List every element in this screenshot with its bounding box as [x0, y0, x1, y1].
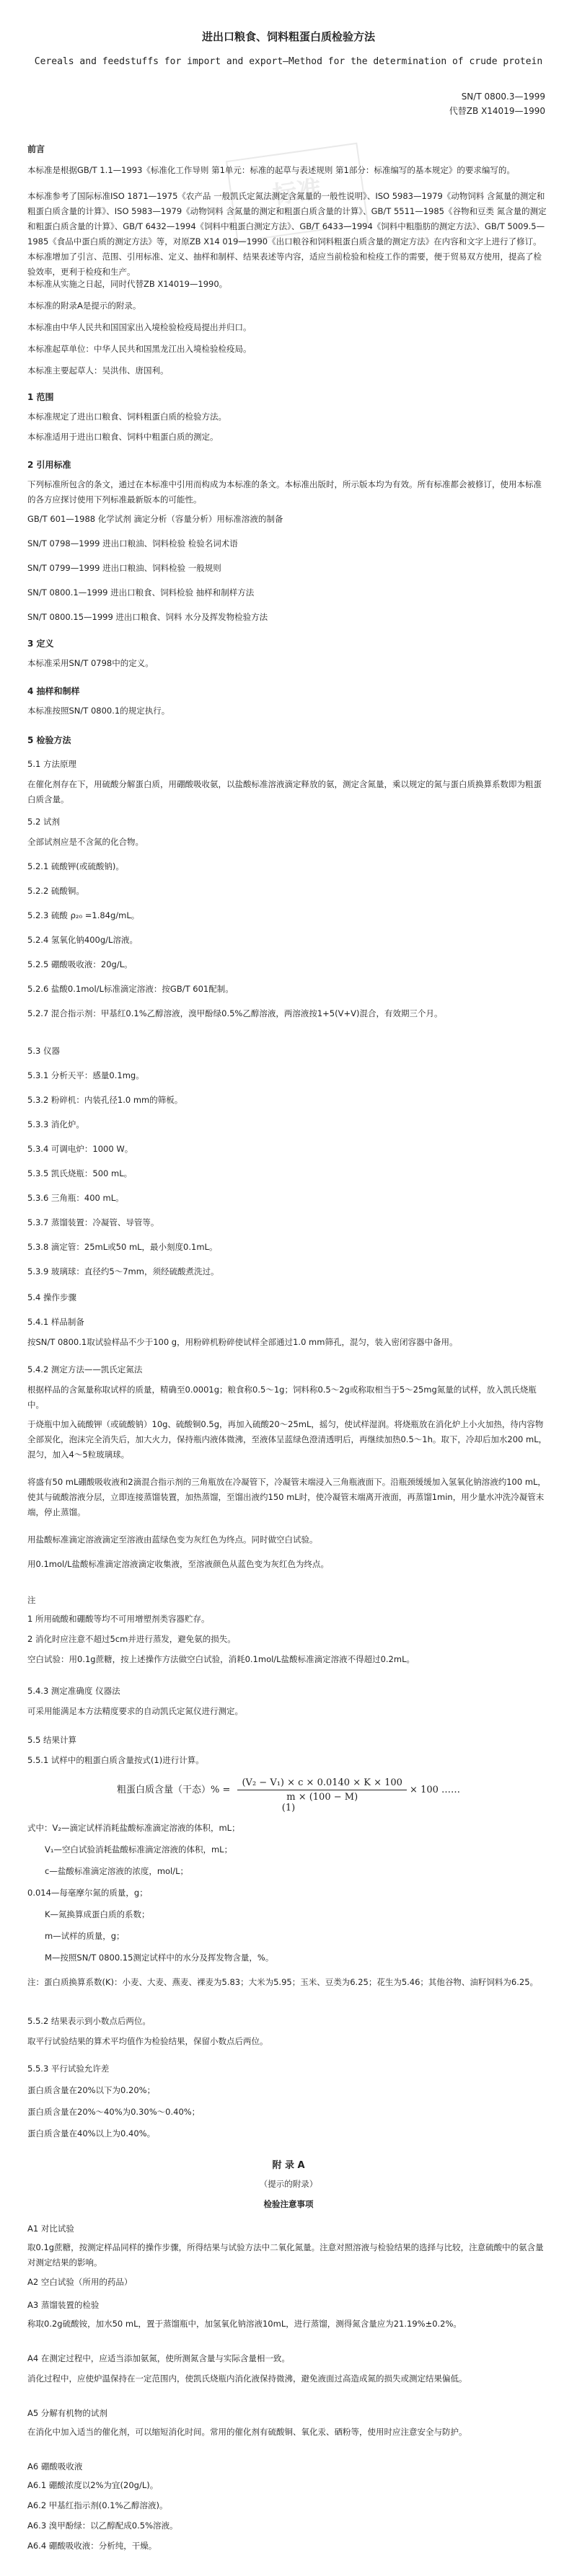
section-heading: 5 检验方法	[27, 735, 71, 745]
note-item: 2 消化时应注意不超过5cm并进行蒸发，避免氨的损失。	[27, 1634, 236, 1644]
foreword-paragraph: 本标准是根据GB/T 1.1—1993《标准化工作导则 第1单元：标准的起草与表述规则 第1部分：标准编写的基本规定》的要求编写的。	[27, 165, 515, 175]
standard-number-block	[449, 89, 545, 118]
reagent-item: 5.2.4 氢氧化钠400g/L溶液。	[27, 935, 138, 945]
annex-item-heading: A6 硼酸吸收液	[27, 2461, 83, 2471]
reference-item: SN/T 0800.15—1999 进出口粮食、饲料 水分及挥发物检验方法	[27, 612, 268, 622]
subsection-heading: 5.1 方法原理	[27, 759, 76, 769]
section-heading: 3 定义	[27, 639, 54, 649]
section-paragraph: 本标准采用SN/T 0798中的定义。	[27, 658, 154, 668]
subsection-heading: 5.5.3 平行试验允许差	[27, 2064, 110, 2074]
instrument-item: 5.3.2 粉碎机：内装孔径1.0 mm的筛板。	[27, 1095, 183, 1105]
section-paragraph: 按SN/T 0800.1取试验样品不少于100 g，用粉碎机粉碎使试样全部通过1.0 mm筛孔，混匀，装入密闭容器中备用。	[27, 1337, 458, 1347]
reference-item: SN/T 0799—1999 进出口粮油、饲料检验 一般规则	[27, 563, 221, 573]
annex-title: 附 录 A	[272, 2160, 305, 2171]
subsection-heading: 5.2 试剂	[27, 817, 60, 827]
reference-item: SN/T 0798—1999 进出口粮油、饲料检验 检验名词术语	[27, 538, 238, 548]
notes-heading: 注	[27, 1595, 36, 1605]
foreword-paragraph: 本标准主要起草人：吴洪伟、唐国利。	[27, 365, 169, 376]
foreword-heading: 前言	[27, 144, 45, 154]
section-paragraph: 本标准适用于进出口粮食、饲料中粗蛋白质的测定。	[27, 432, 219, 442]
annex-paragraph: 在消化中加入适当的催化剂，可以缩短消化时间。常用的催化剂有硫酸铜、氧化汞、硒粉等，使用时应注意安全与防护。	[27, 2427, 467, 2437]
foreword-paragraph: 本标准参考了国际标准ISO 1871—1975《农产品 一般凯氏定氮法测定含氮量的一般性说明》、ISO 5983—1979《动物饲料 含氮量的测定和粗蛋白质含量的计算》、ISO 5983—1979《动物饲料 含氮量的测定和粗蛋白质含量的计算》、GB/T 5511—1985《谷物和豆类 氮含量的测定和粗蛋白质含量的计算》、GB/T 6432—1994《饲料中粗蛋白测定方法》、GB/T 6433—1994《饲料中粗脂肪的测定方法》、GB/T 5009.5—1985《食品中蛋白质的测定方法》等，对原ZB X14 019—1990《出口粮谷和饲料粗蛋白质含量的测定方法》在内容和文字上进行了修订。本标准增加了引言、范围、引用标准、定义、抽样和制样、结果表述等内容，适应当前检验和检疫工作的需要，便于贸易双方使用，提高了检验效率，更利于检疫和生产。	[27, 191, 547, 277]
subsection-heading: 5.4.2 测定方法——凯氏定氮法	[27, 1364, 143, 1374]
section-paragraph: 可采用能满足本方法精度要求的自动凯氏定氮仪进行测定。	[27, 1706, 243, 1716]
variable-definition: M—按照SN/T 0800.15测定试样中的水分及挥发物含量，%。	[45, 1953, 274, 1963]
reference-item: GB/T 601—1988 化学试剂 滴定分析（容量分析）用标准溶液的制备	[27, 514, 283, 524]
protein-formula	[115, 1777, 462, 1813]
instrument-item: 5.3.4 可调电炉：1000 W。	[27, 1144, 133, 1154]
standard-number: SN/T 0800.3—1999	[461, 92, 545, 102]
section-paragraph: 用0.1mol/L盐酸标准滴定溶液滴定收集液，至溶液颜色从蓝色变为灰红色为终点。	[27, 1559, 329, 1569]
instrument-item: 5.3.5 凯氏烧瓶：500 mL。	[27, 1168, 133, 1178]
annex-item-heading: A2 空白试验（所用的药品）	[27, 2277, 133, 2287]
section-paragraph: 根据样品的含氮量称取试样的质量，精确至0.0001g；粮食称0.5～1g；饲料称0.5～2g或称取相当于5～25mg氮量的试样，放入凯氏烧瓶中。	[27, 1385, 537, 1410]
variable-definition: c—盐酸标准滴定溶液的浓度，mol/L；	[45, 1866, 189, 1876]
variable-definition: 0.014—每毫摩尔氮的质量，g；	[27, 1888, 148, 1898]
annex-list-item: A6.2 甲基红指示剂(0.1%乙醇溶液)。	[27, 2500, 168, 2510]
formula-denominator: m × (100 − M)	[286, 1792, 358, 1803]
annex-heading: 检验注意事项	[263, 2199, 314, 2209]
subsection-heading: 5.5 结果计算	[27, 1735, 76, 1745]
annex-item-heading: A1 对比试验	[27, 2224, 74, 2234]
foreword-paragraph: 本标准的附录A是提示的附录。	[27, 301, 141, 311]
reagent-item: 5.2.7 混合指示剂：甲基红0.1%乙醇溶液，溴甲酚绿0.5%乙醇溶液，两溶液按1+5(V+V)混合，有效期三个月。	[27, 1008, 443, 1018]
section-paragraph: 5.5.1 试样中的粗蛋白质含量按式(1)进行计算。	[27, 1755, 204, 1765]
annex-list-item: A6.1 硼酸浓度以2%为宜(20g/L)。	[27, 2480, 159, 2490]
tolerance-item: 蛋白质含量在20%～40%为0.30%～0.40%；	[27, 2107, 201, 2117]
annex-paragraph: 消化过程中，应使炉温保持在一定范围内，使凯氏烧瓶内消化液保持微沸，避免液面过高造成氮的损失或测定结果偏低。	[27, 2373, 467, 2384]
subsection-heading: 5.5.2 结果表示到小数点后两位。	[27, 2016, 151, 2026]
watermark: 标准	[226, 143, 369, 242]
replaces-standard: 代替ZB X14019—1990	[449, 106, 545, 116]
formula-tail: × 100 ……(1)	[281, 1785, 461, 1813]
section-paragraph: 下列标准所包含的条文，通过在本标准中引用而构成为本标准的条文。本标准出版时，所示版本均为有效。所有标准都会被修订，使用本标准的各方应探讨使用下列标准最新版本的可能性。	[27, 479, 542, 505]
section-paragraph: 全部试剂应是不含氮的化合物。	[27, 837, 144, 847]
instrument-item: 5.3.3 消化炉。	[27, 1119, 84, 1129]
formula-numerator: (V₂ − V₁) × c × 0.0140 × K × 100	[237, 1777, 406, 1790]
note-item: 空白试验：用0.1g蔗糖，按上述操作方法做空白试验，消耗0.1mol/L盐酸标准滴定溶液不得超过0.2mL。	[27, 1654, 415, 1664]
section-heading: 1 范围	[27, 392, 54, 402]
formula-lhs: 粗蛋白质含量（干态）% =	[116, 1785, 231, 1795]
annex-list-item: A6.4 硼酸吸收液：分析纯，干燥。	[27, 2541, 157, 2551]
foreword-paragraph: 本标准起草单位：中华人民共和国黑龙江出入境检验检疫局。	[27, 344, 252, 354]
section-paragraph: 取平行试验结果的算术平均值作为检验结果，保留小数点后两位。	[27, 2036, 268, 2046]
reference-item: SN/T 0800.1—1999 进出口粮食、饲料检验 抽样和制样方法	[27, 587, 255, 598]
note-item: 1 所用硫酸和硼酸等均不可用增塑剂类容器贮存。	[27, 1614, 210, 1624]
section-paragraph: 用盐酸标准滴定溶液滴定至溶液由蓝绿色变为灰红色为终点。同时做空白试验。	[27, 1535, 318, 1545]
section-heading: 4 抽样和制样	[27, 686, 80, 696]
section-paragraph: 在催化剂存在下，用硫酸分解蛋白质，用硼酸吸收氨，以盐酸标准溶液滴定释放的氨，测定含氮量，乘以规定的氮与蛋白质换算系数即为粗蛋白质含量。	[27, 779, 542, 804]
instrument-item: 5.3.7 蒸馏装置：冷凝管、导管等。	[27, 1217, 159, 1227]
section-paragraph: 注：蛋白质换算系数(K)：小麦、大麦、燕麦、裸麦为5.83；大米为5.95；玉米、豆类为6.25；花生为5.46；其他谷物、油籽饲料为6.25。	[27, 1977, 539, 1987]
reagent-item: 5.2.1 硫酸钾(或硫酸钠)。	[27, 861, 124, 871]
tolerance-item: 蛋白质含量在40%以上为0.40%。	[27, 2128, 156, 2138]
reagent-item: 5.2.2 硫酸铜。	[27, 886, 84, 896]
subsection-heading: 5.3 仪器	[27, 1046, 60, 1056]
foreword-paragraph: 本标准从实施之日起，同时代替ZB X14019—1990。	[27, 279, 228, 289]
reagent-item: 5.2.6 盐酸0.1mol/L标准滴定溶液：按GB/T 601配制。	[27, 984, 234, 994]
foreword-paragraph: 本标准由中华人民共和国国家出入境检验检疫局提出并归口。	[27, 322, 252, 332]
subsection-heading: 5.4.1 样品制备	[27, 1317, 84, 1327]
annex-subtitle: （提示的附录）	[259, 2179, 318, 2189]
variable-definition: K—氮换算成蛋白质的系数；	[45, 1909, 150, 1919]
annex-list-item: A6.3 溴甲酚绿：以乙醇配成0.5%溶液。	[27, 2521, 178, 2531]
section-paragraph: 将盛有50 mL硼酸吸收液和2滴混合指示剂的三角瓶放在冷凝管下，冷凝管末端浸入三角瓶液面下。沿瓶颈缓缓加入氢氧化钠溶液约100 mL，使其与硫酸溶液分层，立即连接蒸馏装置，加热蒸馏，至馏出液约150 mL时，使冷凝管末端离开液面，再蒸馏1min，用少量水冲洗冷凝管末端，停止蒸馏。	[27, 1477, 546, 1517]
document-title-cn: 进出口粮食、饲料粗蛋白质检验方法	[201, 30, 375, 43]
formula-fraction	[237, 1777, 406, 1803]
instrument-item: 5.3.6 三角瓶：400 mL。	[27, 1193, 124, 1203]
subsection-heading: 5.4.3 测定准确度 仪器法	[27, 1686, 120, 1696]
instrument-item: 5.3.8 滴定管：25mL或50 mL，最小刻度0.1mL。	[27, 1242, 218, 1252]
section-heading: 2 引用标准	[27, 460, 71, 470]
document-title-en: Cereals and feedstuffs for import and export—Method for the determination of crude protein	[34, 56, 543, 67]
tolerance-item: 蛋白质含量在20%以下为0.20%；	[27, 2085, 156, 2095]
section-paragraph: 本标准规定了进出口粮食、饲料粗蛋白质的检验方法。	[27, 412, 226, 422]
instrument-item: 5.3.9 玻璃球：直径约5～7mm，须经硫酸煮洗过。	[27, 1266, 219, 1276]
reagent-item: 5.2.3 硫酸 ρ₂₀ =1.84g/mL。	[27, 910, 140, 920]
variable-definition: m—试样的质量，g；	[45, 1931, 125, 1941]
instrument-item: 5.3.1 分析天平：感量0.1mg。	[27, 1070, 144, 1080]
reagent-item: 5.2.5 硼酸吸收液：20g/L。	[27, 959, 133, 969]
annex-paragraph: 称取0.2g硫酸铵，加水50 mL，置于蒸馏瓶中，加氢氧化钠溶液10mL，进行蒸馏，测得氮含量应为21.19%±0.2%。	[27, 2319, 462, 2329]
variable-definition: V₁—空白试验消耗盐酸标准滴定溶液的体积，mL；	[45, 1844, 233, 1855]
annex-item-heading: A3 蒸馏装置的检验	[27, 2300, 100, 2310]
annex-item-heading: A4 在测定过程中，应适当添加氨氮，使所测氮含量与实际含量相一致。	[27, 2353, 290, 2363]
annex-item-heading: A5 分解有机物的试剂	[27, 2408, 107, 2418]
subsection-heading: 5.4 操作步骤	[27, 1292, 76, 1302]
section-paragraph: 于烧瓶中加入硫酸钾（或硫酸钠）10g、硫酸铜0.5g，再加入硫酸20～25mL，摇匀，使试样湿润。将烧瓶放在消化炉上小火加热，待内容物全部炭化，泡沫完全消失后，加大火力，保持瓶内液体微沸，至液体呈蓝绿色澄清透明后，再继续加热0.5～1h。取下，冷却后加水200 mL，混匀，加入4～5粒玻璃球。	[27, 1419, 547, 1460]
variable-definition: 式中：V₂—滴定试样消耗盐酸标准滴定溶液的体积，mL；	[27, 1823, 240, 1833]
annex-paragraph: 取0.1g蔗糖，按测定样品同样的操作步骤，所得结果与试验方法中二氧化氮量。注意对照溶液与检验结果的选择与比较，注意硫酸中的氨含量对测定结果的影响。	[27, 2242, 544, 2268]
section-paragraph: 本标准按照SN/T 0800.1的规定执行。	[27, 706, 170, 716]
